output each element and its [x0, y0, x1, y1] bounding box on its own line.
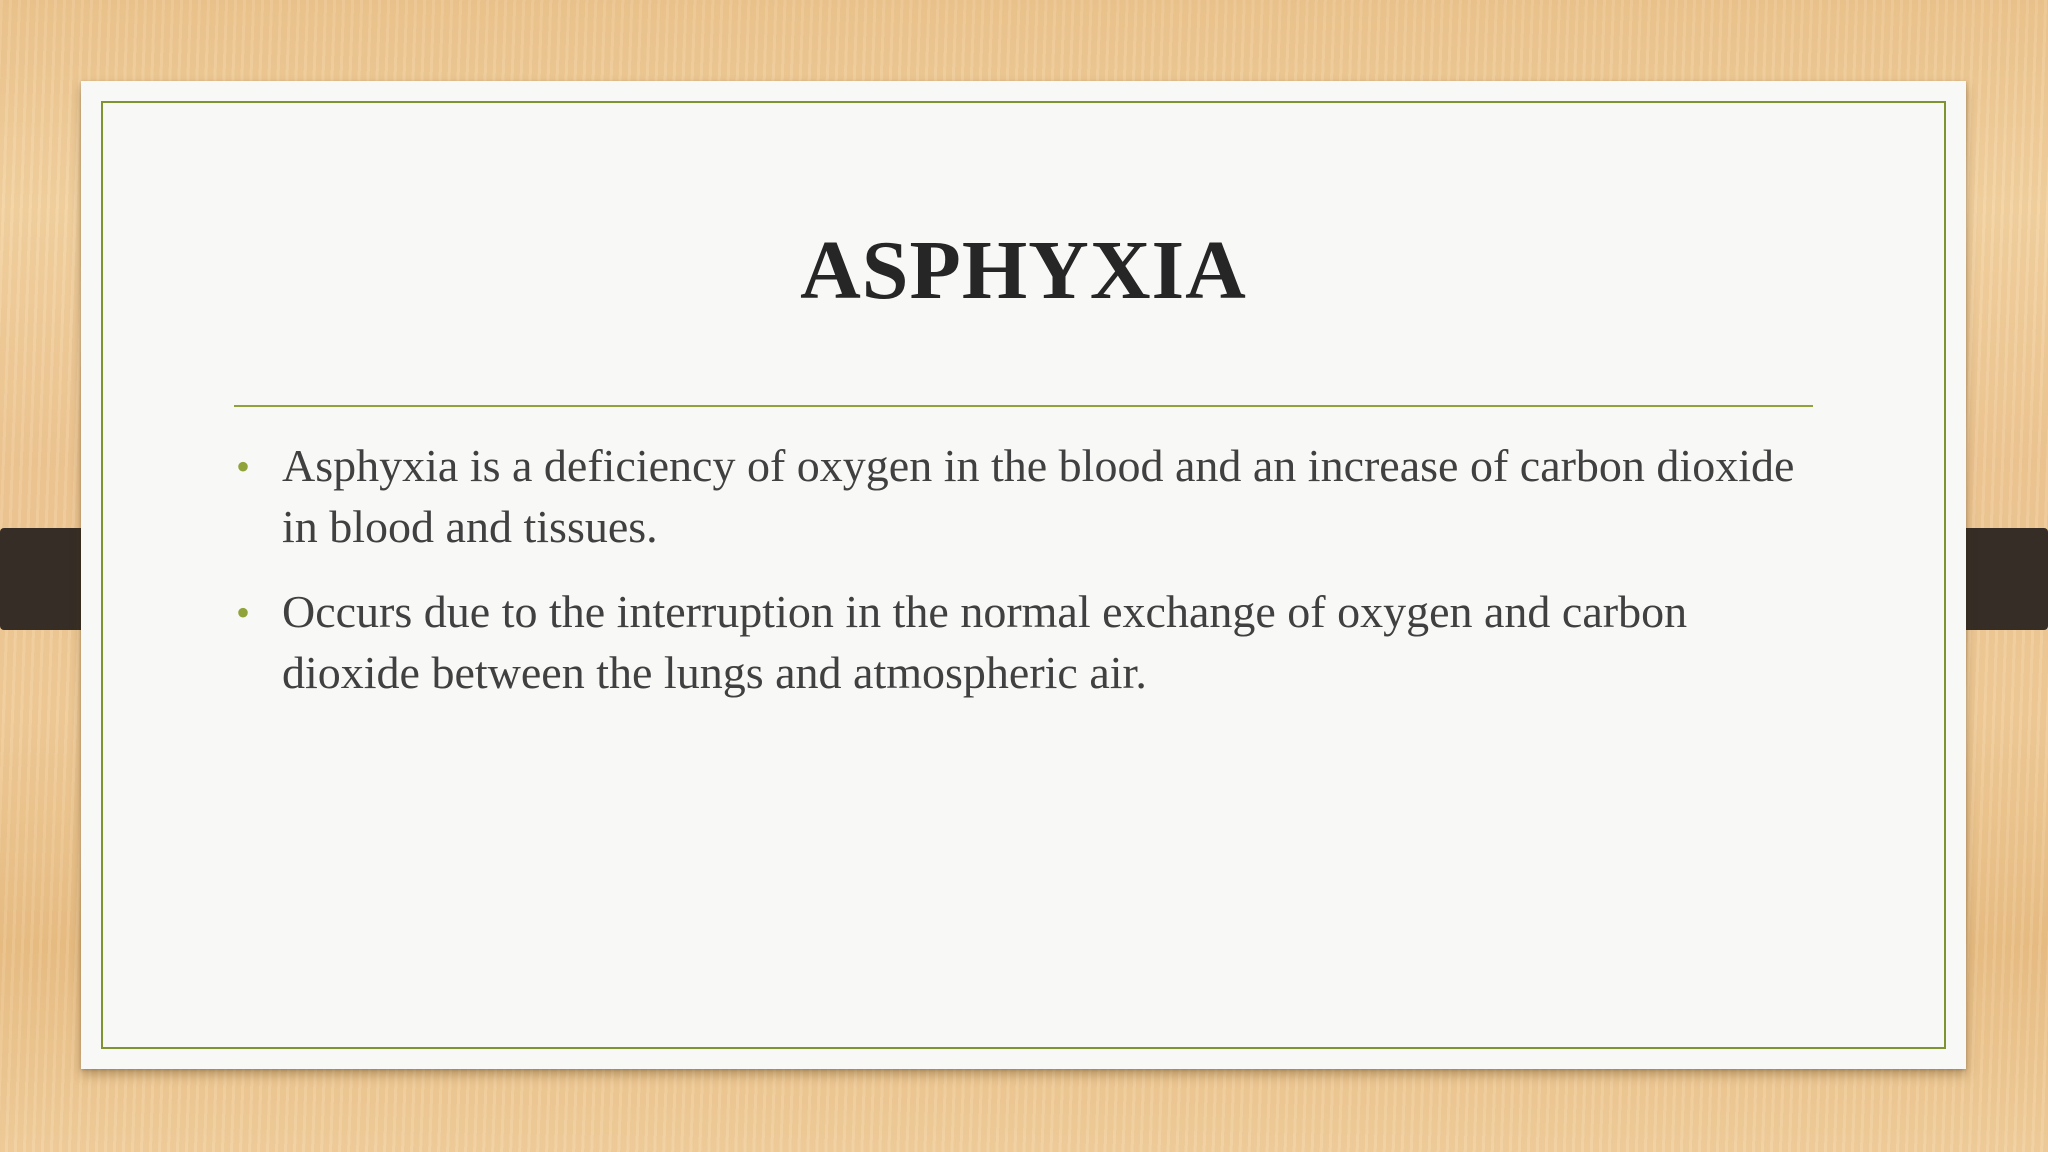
bullet-item — [234, 581, 1834, 703]
slide-card — [81, 81, 1966, 1069]
bullet-dot-icon: • — [236, 590, 251, 635]
bullet-dot-icon: • — [236, 444, 251, 489]
bullet-text: Asphyxia is a deficiency of oxygen in the blood and an increase of carbon dioxide in blood and tissues. — [282, 440, 1795, 552]
bullet-text: Occurs due to the interruption in the normal exchange of oxygen and carbon dioxide between the lungs and atmospheric air. — [282, 586, 1688, 698]
bullet-list — [234, 435, 1834, 727]
bullet-item — [234, 435, 1834, 557]
slide-title: ASPHYXIA — [800, 224, 1247, 317]
title-divider — [234, 405, 1813, 407]
